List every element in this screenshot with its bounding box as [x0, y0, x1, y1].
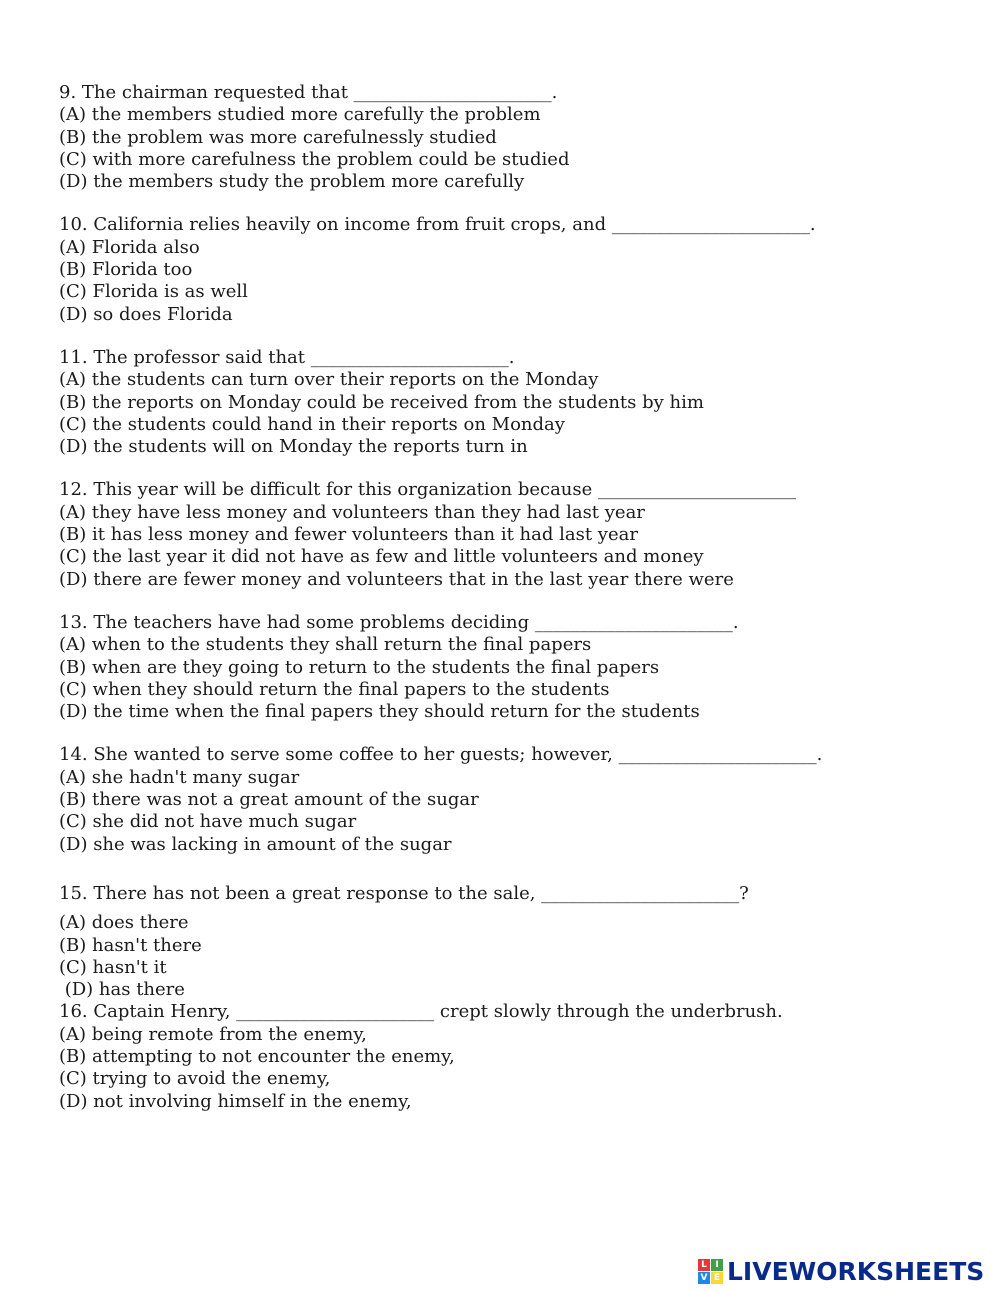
option-b[interactable]: (B) Florida too [59, 259, 193, 281]
logo-block: V [698, 1272, 710, 1284]
question-14 [59, 744, 959, 855]
option-d[interactable]: (D) the time when the final papers they should return for the students [59, 701, 700, 723]
option-c[interactable]: (C) the last year it did not have as few and little volunteers and money [59, 546, 704, 568]
option-b[interactable]: (B) attempting to not encounter the enemy, [59, 1045, 455, 1067]
option-d[interactable]: (D) she was lacking in amount of the sugar [59, 833, 452, 855]
logo-block: L [698, 1259, 710, 1271]
option-a[interactable]: (A) she hadn't many sugar [59, 766, 300, 788]
question-prompt: 13. The teachers have had some problems deciding ______________________. [59, 611, 739, 633]
question-15 [59, 883, 959, 1001]
question-10 [59, 214, 959, 325]
question-prompt: 14. She wanted to serve some coffee to her guests; however, ______________________. [59, 744, 823, 766]
option-a[interactable]: (A) when to the students they shall return the final papers [59, 634, 592, 656]
option-d[interactable]: (D) there are fewer money and volunteers that in the last year there were [59, 568, 734, 590]
option-b[interactable]: (B) when are they going to return to the students the final papers [59, 656, 660, 678]
option-c[interactable]: (C) she did not have much sugar [59, 811, 357, 833]
question-prompt: 15. There has not been a great response to the sale, ______________________? [59, 882, 749, 904]
option-b[interactable]: (B) it has less money and fewer volunteers than it had last year [59, 524, 638, 546]
logo-text: LIVEWORKSHEETS [727, 1256, 985, 1286]
option-b[interactable]: (B) hasn't there [59, 934, 202, 956]
option-d[interactable]: (D) has there [59, 979, 185, 1001]
option-a[interactable]: (A) the members studied more carefully the problem [59, 104, 541, 126]
logo-blocks-icon [698, 1259, 723, 1284]
option-a[interactable]: (A) does there [59, 912, 189, 934]
question-prompt: 10. California relies heavily on income from fruit crops, and ______________________. [59, 214, 816, 236]
option-c[interactable]: (C) Florida is as well [59, 281, 248, 303]
option-c[interactable]: (C) with more carefulness the problem could be studied [59, 148, 570, 170]
option-d[interactable]: (D) so does Florida [59, 303, 233, 325]
option-c[interactable]: (C) hasn't it [59, 956, 167, 978]
option-c[interactable]: (C) trying to avoid the enemy, [59, 1068, 331, 1090]
logo-block: I [711, 1259, 723, 1271]
option-a[interactable]: (A) the students can turn over their reports on the Monday [59, 369, 599, 391]
question-prompt: 16. Captain Henry, ______________________ crept slowly through the underbrush. [59, 1001, 783, 1023]
option-c[interactable]: (C) the students could hand in their reports on Monday [59, 413, 565, 435]
option-a[interactable]: (A) Florida also [59, 236, 200, 258]
question-16 [59, 1001, 959, 1112]
option-d[interactable]: (D) the students will on Monday the reports turn in [59, 436, 528, 458]
question-prompt: 12. This year will be difficult for this organization because ______________________ [59, 479, 797, 501]
question-9 [59, 82, 959, 193]
worksheet-page [59, 82, 959, 1113]
option-b[interactable]: (B) the reports on Monday could be received from the students by him [59, 391, 704, 413]
question-13 [59, 612, 959, 723]
logo-block: E [711, 1272, 723, 1284]
question-prompt: 9. The chairman requested that ______________________. [59, 82, 558, 103]
option-b[interactable]: (B) the problem was more carefulnessly studied [59, 126, 497, 148]
option-d[interactable]: (D) not involving himself in the enemy, [59, 1090, 412, 1112]
option-d[interactable]: (D) the members study the problem more carefully [59, 171, 525, 193]
option-b[interactable]: (B) there was not a great amount of the sugar [59, 789, 479, 811]
option-a[interactable]: (A) they have less money and volunteers than they had last year [59, 501, 645, 523]
option-a[interactable]: (A) being remote from the enemy, [59, 1023, 367, 1045]
question-prompt: 11. The professor said that ______________________. [59, 346, 515, 368]
option-c[interactable]: (C) when they should return the final papers to the students [59, 678, 610, 700]
liveworksheets-logo [698, 1258, 984, 1284]
question-12 [59, 479, 959, 590]
question-11 [59, 347, 959, 458]
